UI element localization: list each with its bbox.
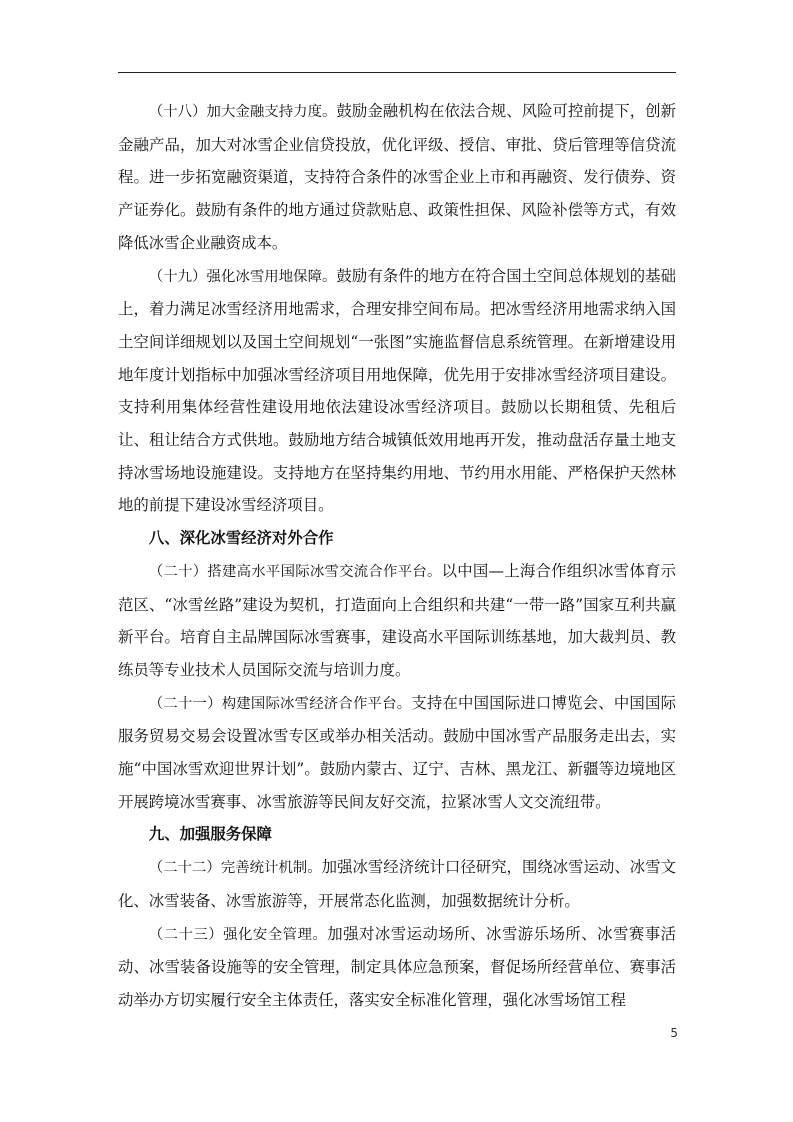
- document-body: [118, 95, 676, 1017]
- page-number: 5: [670, 1026, 678, 1040]
- paragraph-text: 加强冰雪经济统计口径研究，围绕冰雪运动、冰雪文化、冰雪装备、冰雪旅游等，开展常态化监测，加强数据统计分析。: [118, 858, 676, 910]
- section-heading-8: 八、深化冰雪经济对外合作: [148, 529, 334, 548]
- paragraph-text: 以中国—上海合作组织冰雪体育示范区、“冰雪丝路”建设为契机，打造面向上合组织和共建“一带一路”国家互利共赢新平台。培育自主品牌国际冰雪赛事，建设高水平国际训练基地，加大裁判员、教练员等专业技术人员国际交流与培训力度。: [118, 561, 676, 679]
- paragraph-lead: （二十二）完善统计机制。: [148, 860, 322, 877]
- paragraph-lead: （十九）强化冰雪用地保障。: [148, 268, 337, 285]
- paragraph-lead: （二十）搭建高水平国际冰雪交流合作平台。: [148, 563, 442, 580]
- paragraph-18: [118, 95, 676, 260]
- paragraph-lead: （二十一）构建国际冰雪经济合作平台。: [148, 695, 412, 712]
- section-heading-9: 九、加强服务保障: [148, 825, 272, 844]
- paragraph-text: 鼓励有条件的地方在符合国土空间总体规划的基础上，着力满足冰雪经济用地需求，合理安排空间布局。把冰雪经济用地需求纳入国土空间详细规划以及国土空间规划“一张图”实施监督信息系统管理。在新增建设用地年度计划指标中加强冰雪经济项目用地保障，优先用于安排冰雪经济项目建设。支持利用集体经营性建设用地依法建设冰雪经济项目。鼓励以长期租赁、先租后让、租让结合方式供地。鼓励地方结合城镇低效用地再开发，推动盘活存量土地支持冰雪场地设施建设。支持地方在坚持集约用地、节约用水用能、严格保护天然林地的前提下建设冰雪经济项目。: [118, 266, 676, 515]
- paragraph-text: 加强对冰雪运动场所、冰雪游乐场所、冰雪赛事活动、冰雪装备设施等的安全管理，制定具体应急预案，督促场所经营单位、赛事活动举办方切实履行安全主体责任，落实安全标准化管理，强化冰雪场馆工程: [118, 924, 676, 1009]
- paragraph-text: 鼓励金融机构在依法合规、风险可控前提下，创新金融产品，加大对冰雪企业信贷投放，优化评级、授信、审批、贷后管理等信贷流程。进一步拓宽融资渠道，支持符合条件的冰雪企业上市和再融资、发行债券、资产证券化。鼓励有条件的地方通过贷款贴息、政策性担保、风险补偿等方式，有效降低冰雪企业融资成本。: [118, 102, 676, 252]
- paragraph-lead: （二十三）强化安全管理。: [148, 926, 328, 943]
- paragraph-text: 支持在中国国际进口博览会、中国国际服务贸易交易会设置冰雪专区或举办相关活动。鼓励中国冰雪产品服务走出去，实施“中国冰雪欢迎世界计划”。鼓励内蒙古、辽宁、吉林、黑龙江、新疆等边境地区开展跨境冰雪赛事、冰雪旅游等民间友好交流，拉紧冰雪人文交流纽带。: [118, 693, 676, 811]
- header-rule: [118, 72, 676, 73]
- paragraph-20: [118, 555, 676, 687]
- paragraph-22: [118, 851, 676, 917]
- paragraph-21: [118, 687, 676, 819]
- paragraph-lead: （十八）加大金融支持力度。: [148, 104, 337, 120]
- paragraph-19: [118, 260, 676, 523]
- paragraph-23: [118, 918, 676, 1017]
